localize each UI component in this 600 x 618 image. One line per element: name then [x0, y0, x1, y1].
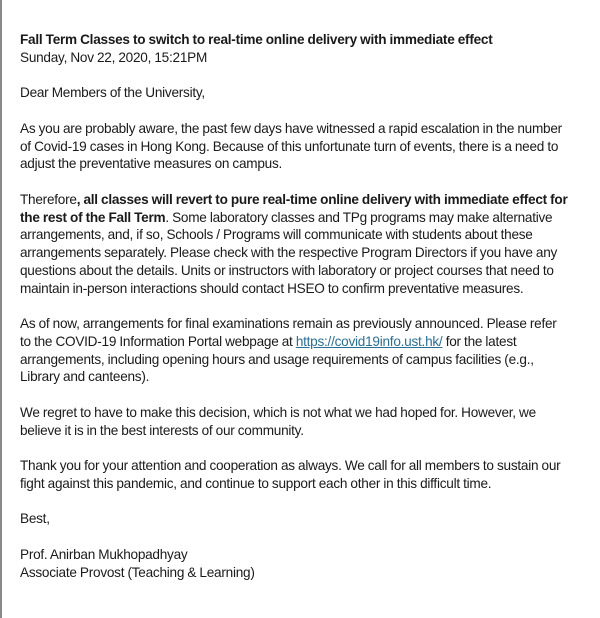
- line-text: As you are probably aware, the past few days have witnessed a rapid escalation in the number: [20, 120, 562, 136]
- greeting-text: Dear Members of the University,: [20, 85, 205, 101]
- email-subject-text: Fall Term Classes to switch to real-time online delivery with immediate effect: [20, 32, 493, 47]
- spacer: [20, 173, 595, 191]
- paragraph-4-line: [20, 404, 595, 422]
- line-text: arrangements, including opening hours and usage requirements of campus facilities (e.g.,: [20, 351, 534, 367]
- email-datetime: [20, 49, 595, 67]
- paragraph-4-line: [20, 422, 595, 440]
- greeting: [20, 84, 595, 102]
- line-text: As of now, arrangements for final examinations remain as previously announced. Please refer: [20, 316, 557, 331]
- covid-info-portal-link[interactable]: https://covid19info.ust.hk/: [295, 333, 443, 349]
- signature-title-text: Associate Provost (Teaching & Learning): [20, 564, 255, 580]
- left-border: [0, 0, 2, 618]
- paragraph-2-line: [20, 262, 595, 280]
- paragraph-1-line: [20, 155, 595, 173]
- line-text: Thank you for your attention and cooperation as always. We call for all members to sustain our: [20, 458, 561, 473]
- line-text: questions about the details. Units or instructors with laboratory or project courses that need to: [20, 262, 554, 278]
- spacer: [20, 67, 595, 85]
- bold-announcement: , all classes will revert to pure real-time online delivery with immediate effect for: [76, 191, 568, 207]
- signature-name: [20, 546, 595, 564]
- spacer: [20, 528, 595, 546]
- paragraph-2-line: [20, 244, 595, 262]
- line-text: arrangements separately. Please check with the respective Program Directors if you have any: [20, 245, 558, 260]
- email-subject: [20, 31, 595, 49]
- closing-text: Best,: [20, 511, 50, 527]
- closing: [20, 510, 595, 528]
- paragraph-2-line: [20, 209, 595, 227]
- normal-text: Therefore: [20, 191, 77, 207]
- spacer: [20, 297, 595, 315]
- paragraph-3-line: [20, 351, 595, 369]
- spacer: [20, 493, 595, 511]
- paragraph-5-line: [20, 457, 595, 475]
- paragraph-5-line: [20, 475, 595, 493]
- paragraph-2-line: [20, 226, 595, 244]
- paragraph-3-line: [20, 333, 595, 351]
- paragraph-1-line: [20, 138, 595, 156]
- line-text: [20, 333, 516, 351]
- bold-announcement: the rest of the Fall Term: [20, 209, 166, 225]
- paragraph-3-line: [20, 368, 595, 386]
- spacer: [20, 386, 595, 404]
- line-text: believe it is in the best interests of our community.: [20, 422, 304, 438]
- email-body: [20, 31, 595, 581]
- line-text: arrangements, and, if so, Schools / Programs will communicate with students about these: [20, 227, 533, 243]
- line-text: [20, 209, 552, 227]
- paragraph-1-line: [20, 120, 595, 138]
- normal-text: . Some laboratory classes and TPg programs may make alternative: [165, 209, 553, 225]
- line-text: [20, 191, 568, 209]
- spacer: [20, 439, 595, 457]
- line-text: fight against this pandemic, and continue to support each other in this difficult time.: [20, 475, 492, 491]
- normal-text: to the COVID-19 Information Portal webpage at: [20, 333, 296, 349]
- paragraph-2-line: [20, 280, 595, 298]
- paragraph-2-line: [20, 191, 595, 209]
- signature-title: [20, 564, 595, 582]
- line-text: Library and canteens).: [20, 369, 150, 385]
- line-text: adjust the preventative measures on campus.: [20, 156, 283, 172]
- signature-name-text: Prof. Anirban Mukhopadhyay: [20, 546, 188, 562]
- email-datetime-text: Sunday, Nov 22, 2020, 15:21PM: [20, 49, 208, 65]
- line-text: of Covid-19 cases in Hong Kong. Because of this unfortunate turn of events, there is a need to: [20, 138, 559, 154]
- paragraph-3-line: [20, 315, 595, 333]
- normal-text: for the latest: [442, 333, 517, 349]
- line-text: We regret to have to make this decision, which is not what we had hoped for. However, we: [20, 404, 536, 420]
- spacer: [20, 102, 595, 120]
- line-text: maintain in-person interactions should contact HSEO to confirm preventative measures.: [20, 280, 524, 296]
